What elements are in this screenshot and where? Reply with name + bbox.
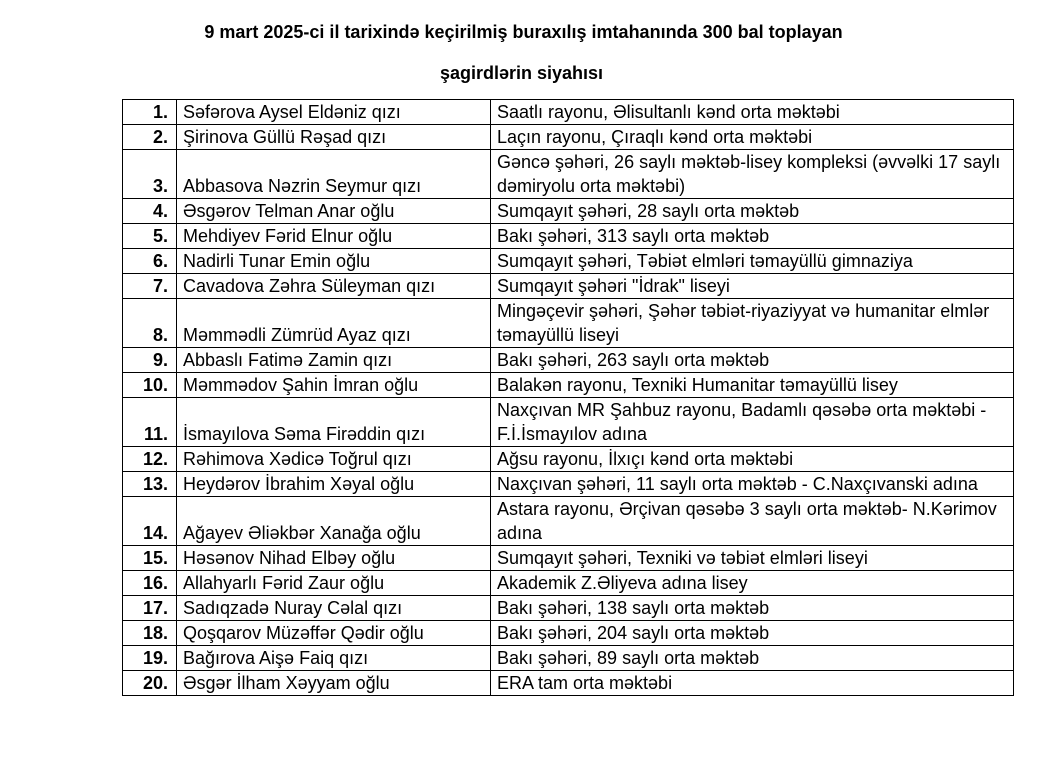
- school-name: Balakən rayonu, Texniki Humanitar təmayüllü lisey: [491, 373, 1014, 398]
- row-number: 1.: [123, 100, 177, 125]
- school-name: Naxçıvan şəhəri, 11 saylı orta məktəb - C.Naxçıvanski adına: [491, 472, 1014, 497]
- student-name: Abbasova Nəzrin Seymur qızı: [177, 150, 491, 199]
- school-name: Naxçıvan MR Şahbuz rayonu, Badamlı qəsəbə orta məktəbi - F.İ.İsmayılov adına: [491, 398, 1014, 447]
- student-name: Həsənov Nihad Elbəy oğlu: [177, 546, 491, 571]
- table-row: [123, 100, 1014, 125]
- student-name: Abbaslı Fatimə Zamin qızı: [177, 348, 491, 373]
- student-name: Heydərov İbrahim Xəyal oğlu: [177, 472, 491, 497]
- student-name: Cavadova Zəhra Süleyman qızı: [177, 274, 491, 299]
- school-name: Saatlı rayonu, Əlisultanlı kənd orta məktəbi: [491, 100, 1014, 125]
- student-name: Mehdiyev Fərid Elnur oğlu: [177, 224, 491, 249]
- row-number: 20.: [123, 671, 177, 696]
- student-name: Əsgərov Telman Anar oğlu: [177, 199, 491, 224]
- table-row: [123, 348, 1014, 373]
- row-number: 18.: [123, 621, 177, 646]
- table-row: [123, 671, 1014, 696]
- row-number: 13.: [123, 472, 177, 497]
- row-number: 2.: [123, 125, 177, 150]
- school-name: Sumqayıt şəhəri, Təbiət elmləri təmayüllü gimnaziya: [491, 249, 1014, 274]
- row-number: 14.: [123, 497, 177, 546]
- school-name: Gəncə şəhəri, 26 saylı məktəb-lisey kompleksi (əvvəlki 17 saylı dəmiryolu orta məktəbi): [491, 150, 1014, 199]
- student-name: Məmmədli Zümrüd Ayaz qızı: [177, 299, 491, 348]
- row-number: 5.: [123, 224, 177, 249]
- table-row: [123, 125, 1014, 150]
- row-number: 15.: [123, 546, 177, 571]
- table-row: [123, 472, 1014, 497]
- student-name: Məmmədov Şahin İmran oğlu: [177, 373, 491, 398]
- student-name: Şirinova Güllü Rəşad qızı: [177, 125, 491, 150]
- table-row: [123, 199, 1014, 224]
- student-name: İsmayılova Səma Firəddin qızı: [177, 398, 491, 447]
- table-row: [123, 249, 1014, 274]
- table-row: [123, 621, 1014, 646]
- document-subtitle: şagirdlərin siyahısı: [439, 63, 604, 83]
- student-name: Bağırova Aişə Faiq qızı: [177, 646, 491, 671]
- school-name: Ağsu rayonu, İlxıçı kənd orta məktəbi: [491, 447, 1014, 472]
- table-row: [123, 571, 1014, 596]
- row-number: 6.: [123, 249, 177, 274]
- school-name: Sumqayıt şəhəri, 28 saylı orta məktəb: [491, 199, 1014, 224]
- student-name: Nadirli Tunar Emin oğlu: [177, 249, 491, 274]
- student-name: Qoşqarov Müzəffər Qədir oğlu: [177, 621, 491, 646]
- row-number: 9.: [123, 348, 177, 373]
- school-name: Bakı şəhəri, 89 saylı orta məktəb: [491, 646, 1014, 671]
- row-number: 7.: [123, 274, 177, 299]
- table-row: [123, 596, 1014, 621]
- row-number: 12.: [123, 447, 177, 472]
- school-name: Sumqayıt şəhəri, Texniki və təbiət elmləri liseyi: [491, 546, 1014, 571]
- table-row: [123, 150, 1014, 199]
- student-name: Səfərova Aysel Eldəniz qızı: [177, 100, 491, 125]
- table-row: [123, 497, 1014, 546]
- school-name: Bakı şəhəri, 204 saylı orta məktəb: [491, 621, 1014, 646]
- row-number: 16.: [123, 571, 177, 596]
- row-number: 8.: [123, 299, 177, 348]
- document-title: 9 mart 2025-ci il tarixində keçirilmiş buraxılış imtahanında 300 bal toplayan: [204, 22, 843, 42]
- school-name: Bakı şəhəri, 313 saylı orta məktəb: [491, 224, 1014, 249]
- school-name: Bakı şəhəri, 263 saylı orta məktəb: [491, 348, 1014, 373]
- table-row: [123, 299, 1014, 348]
- table-row: [123, 447, 1014, 472]
- table-row: [123, 224, 1014, 249]
- student-name: Sadıqzadə Nuray Cəlal qızı: [177, 596, 491, 621]
- row-number: 4.: [123, 199, 177, 224]
- student-name: Ağayev Əliəkbər Xanağa oğlu: [177, 497, 491, 546]
- table-row: [123, 398, 1014, 447]
- table-row: [123, 274, 1014, 299]
- table-row: [123, 546, 1014, 571]
- row-number: 17.: [123, 596, 177, 621]
- school-name: ERA tam orta məktəbi: [491, 671, 1014, 696]
- table-row: [123, 646, 1014, 671]
- student-name: Rəhimova Xədicə Toğrul qızı: [177, 447, 491, 472]
- school-name: Sumqayıt şəhəri "İdrak" liseyi: [491, 274, 1014, 299]
- student-name: Əsgər İlham Xəyyam oğlu: [177, 671, 491, 696]
- school-name: Bakı şəhəri, 138 saylı orta məktəb: [491, 596, 1014, 621]
- school-name: Laçın rayonu, Çıraqlı kənd orta məktəbi: [491, 125, 1014, 150]
- table-row: [123, 373, 1014, 398]
- row-number: 11.: [123, 398, 177, 447]
- school-name: Astara rayonu, Ərçivan qəsəbə 3 saylı orta məktəb- N.Kərimov adına: [491, 497, 1014, 546]
- row-number: 3.: [123, 150, 177, 199]
- row-number: 10.: [123, 373, 177, 398]
- school-name: Mingəçevir şəhəri, Şəhər təbiət-riyaziyyat və humanitar elmlər təmayüllü liseyi: [491, 299, 1014, 348]
- row-number: 19.: [123, 646, 177, 671]
- student-name: Allahyarlı Fərid Zaur oğlu: [177, 571, 491, 596]
- school-name: Akademik Z.Əliyeva adına lisey: [491, 571, 1014, 596]
- students-table: [122, 99, 1014, 696]
